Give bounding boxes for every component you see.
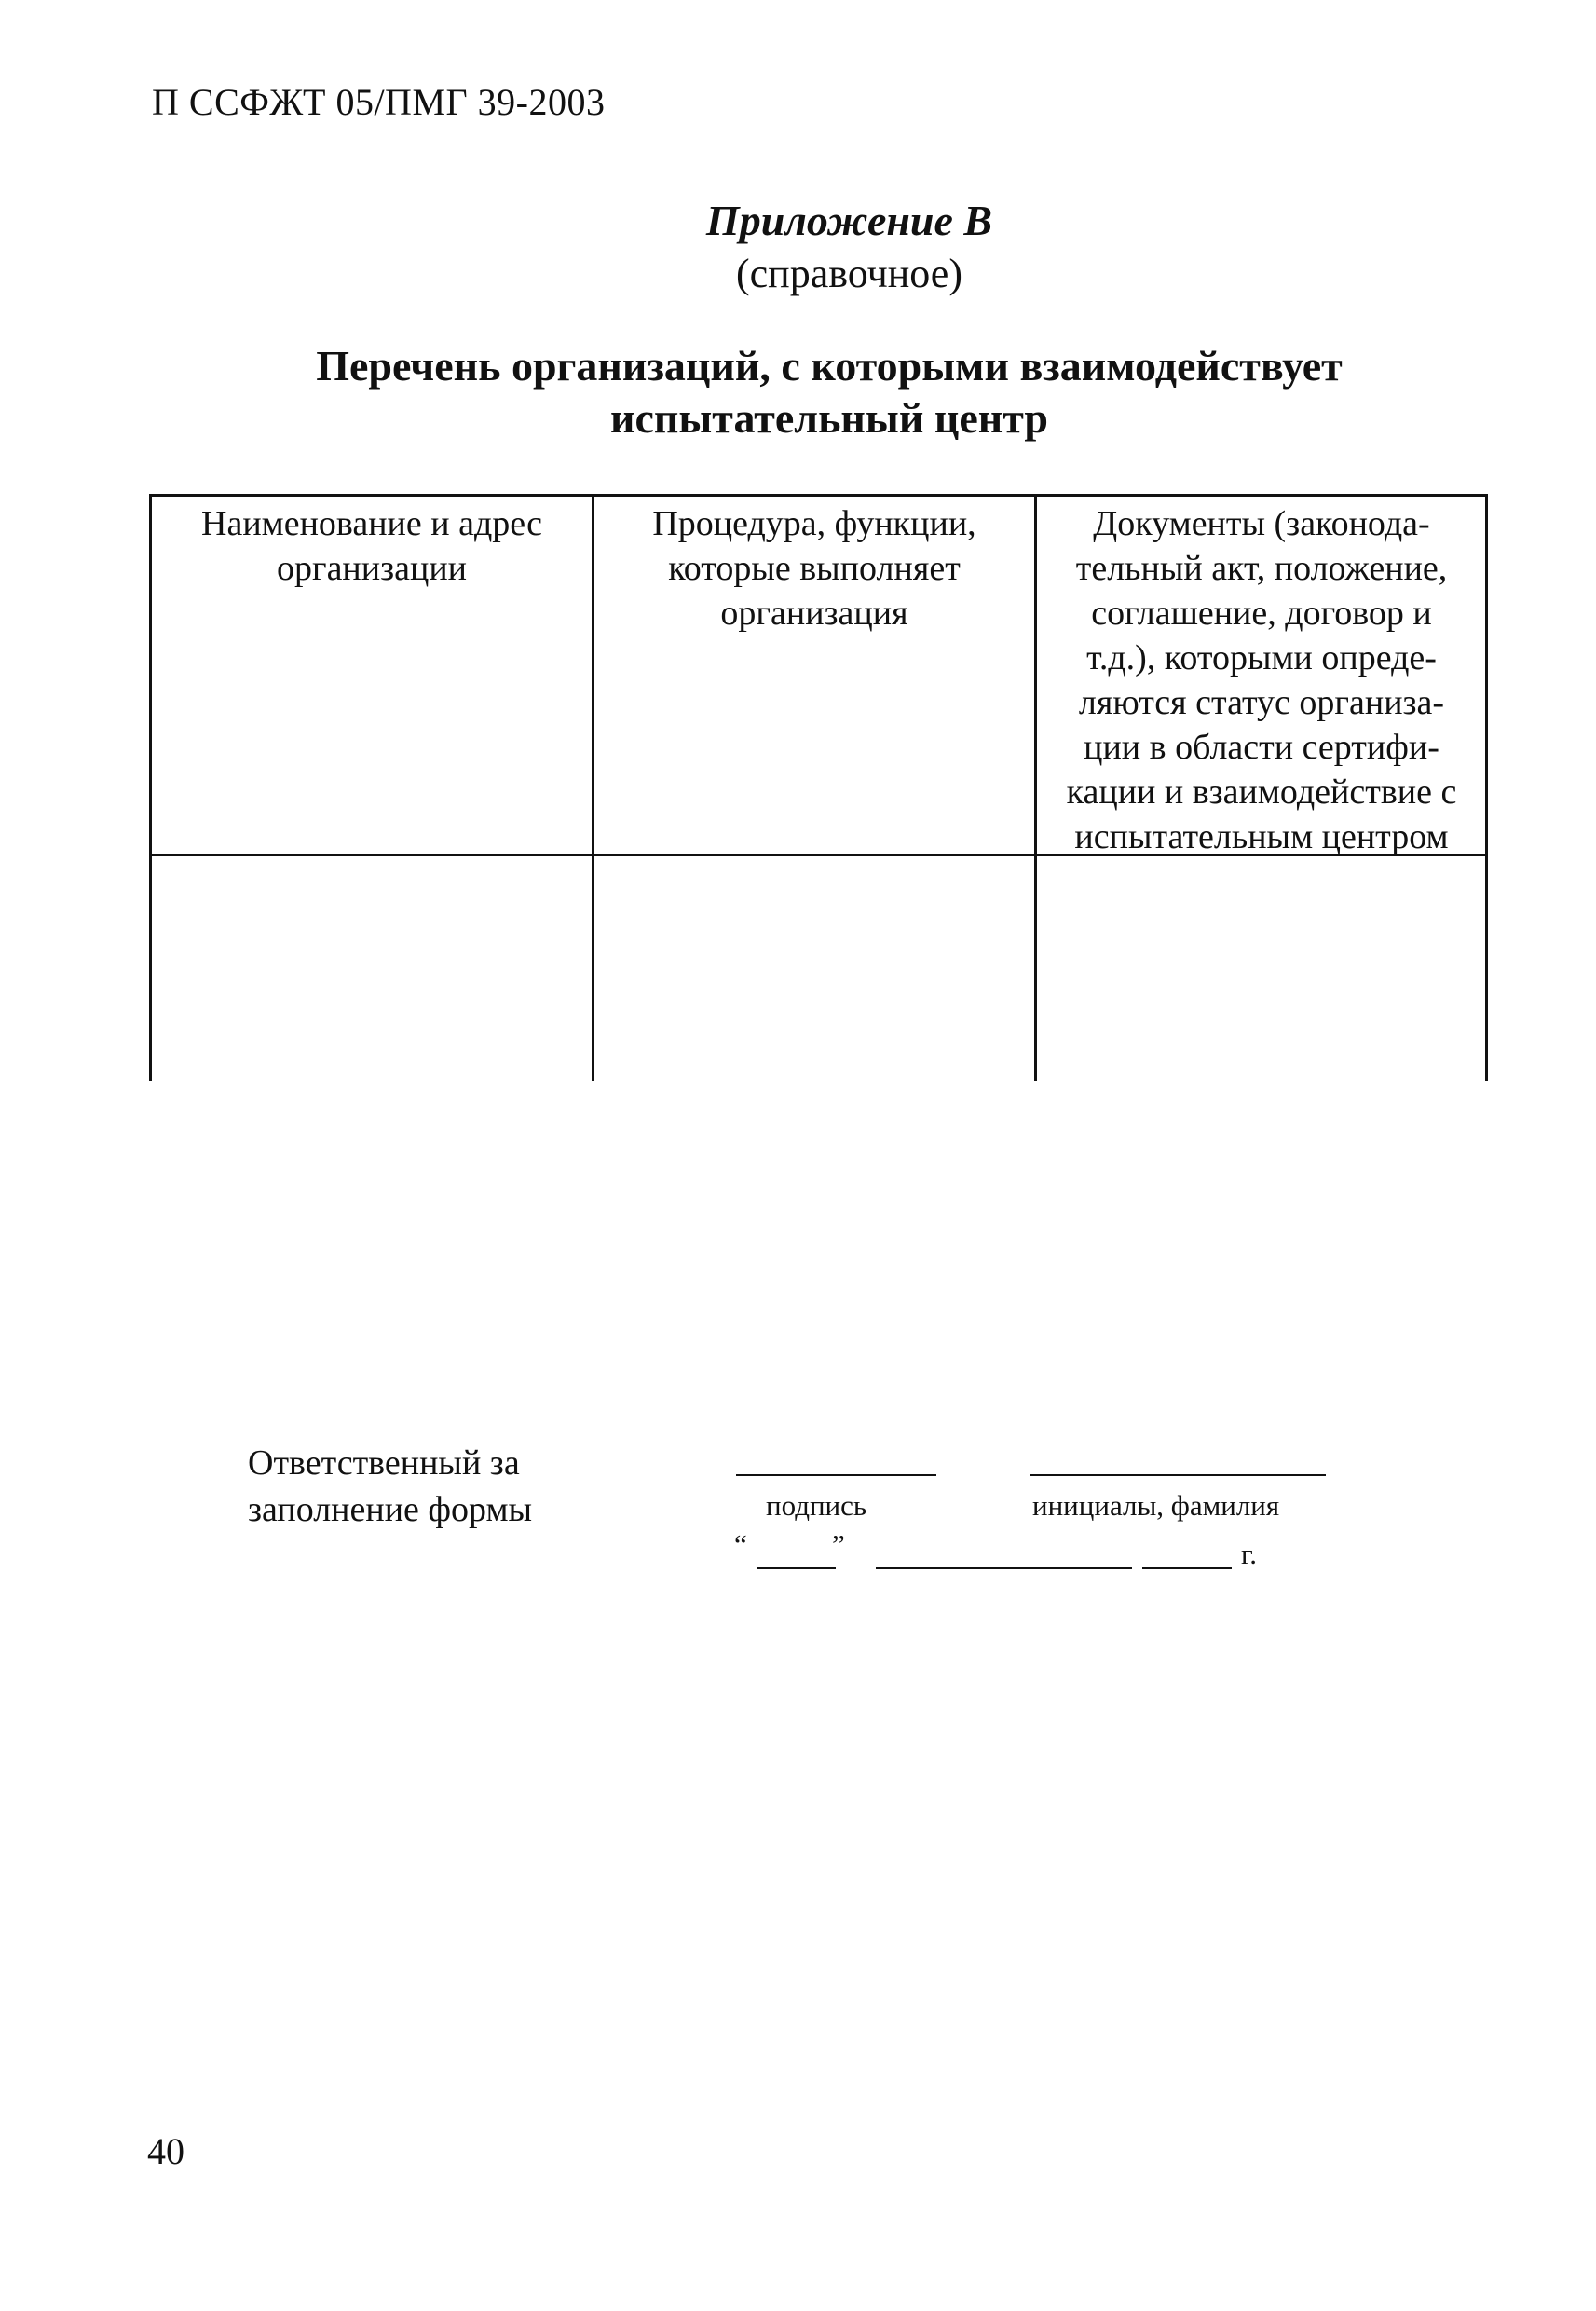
date-month-line[interactable] bbox=[876, 1567, 1132, 1569]
column-header-line: организация bbox=[720, 594, 908, 633]
responsible-label-line-2: заполнение формы bbox=[248, 1490, 533, 1529]
table-empty-cell-documents[interactable] bbox=[1037, 856, 1485, 1081]
table-empty-cell-procedure[interactable] bbox=[594, 856, 1034, 1081]
list-title bbox=[280, 340, 1379, 444]
column-header-line: кации и взаимодействие с bbox=[1066, 773, 1457, 812]
column-header-procedure bbox=[597, 501, 1031, 636]
name-caption: инициалы, фамилия bbox=[1032, 1489, 1280, 1522]
column-header-line: испытательным центром bbox=[1074, 817, 1449, 856]
column-header-line: которые выполняет bbox=[668, 549, 961, 588]
column-header-line: соглашение, договор и bbox=[1091, 594, 1432, 633]
date-close-quote: ” bbox=[832, 1528, 845, 1561]
responsible-label bbox=[248, 1440, 532, 1533]
column-header-line: т.д.), которыми опреде- bbox=[1086, 638, 1437, 677]
document-code: П ССФЖТ 05/ПМГ 39-2003 bbox=[152, 81, 606, 123]
list-title-line-2: испытательный центр bbox=[609, 394, 1049, 442]
responsible-label-line-1: Ответственный за bbox=[248, 1443, 520, 1483]
organizations-table bbox=[149, 494, 1488, 1081]
date-year-line[interactable] bbox=[1142, 1567, 1232, 1569]
column-header-organization bbox=[155, 501, 589, 591]
name-line[interactable] bbox=[1030, 1474, 1326, 1476]
appendix-subtitle: (справочное) bbox=[736, 251, 962, 296]
column-header-line: ляются статус организа- bbox=[1078, 683, 1445, 722]
date-day-line[interactable] bbox=[757, 1567, 836, 1569]
table-top-border bbox=[149, 494, 1488, 497]
signature-caption: подпись bbox=[766, 1489, 867, 1522]
column-header-line: тельный акт, положение, bbox=[1075, 549, 1448, 588]
column-header-line: ции в области сертифи- bbox=[1084, 728, 1439, 767]
appendix-title: Приложение В bbox=[705, 197, 993, 244]
page-number: 40 bbox=[147, 2130, 184, 2172]
column-header-documents bbox=[1040, 501, 1483, 859]
column-header-line: Процедура, функции, bbox=[652, 504, 976, 543]
table-right-border bbox=[1485, 494, 1488, 1081]
table-empty-cell-organization[interactable] bbox=[152, 856, 592, 1081]
date-open-quote: “ bbox=[734, 1528, 747, 1561]
column-header-line: организации bbox=[276, 549, 467, 588]
date-year-suffix: г. bbox=[1241, 1538, 1257, 1570]
list-title-line-1: Перечень организаций, с которыми взаимодействует bbox=[316, 342, 1343, 390]
column-header-line: Документы (законода- bbox=[1093, 504, 1430, 543]
column-header-line: Наименование и адрес bbox=[201, 504, 542, 543]
signature-line[interactable] bbox=[736, 1474, 936, 1476]
